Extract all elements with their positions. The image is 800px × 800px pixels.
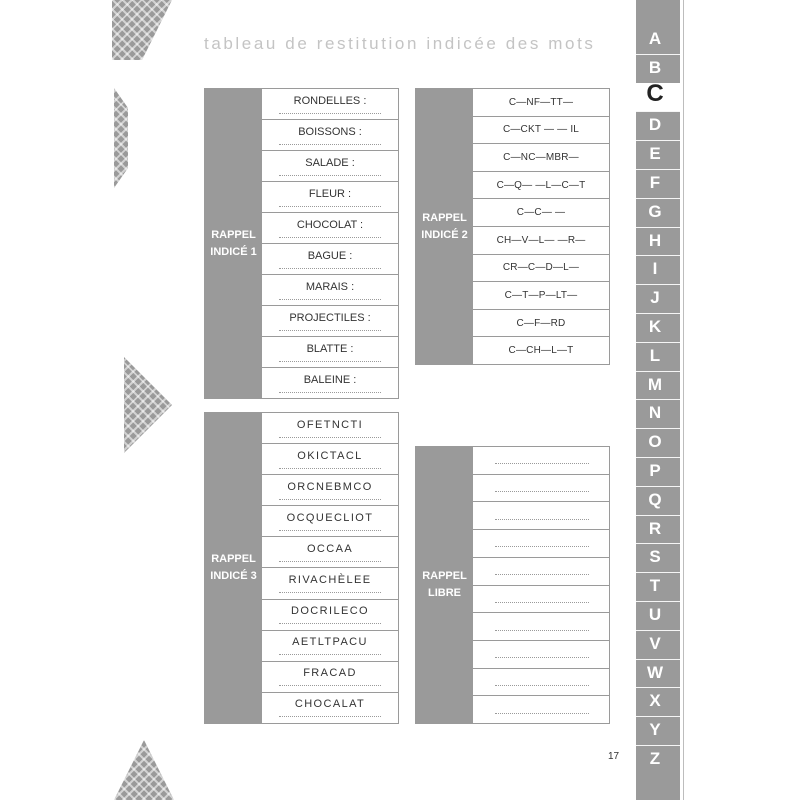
answer-line[interactable] xyxy=(495,629,589,631)
index-letter[interactable]: W xyxy=(646,662,664,682)
cue-word: C—C— — xyxy=(516,207,566,219)
table-row xyxy=(473,144,609,172)
cue-word: OCCAA xyxy=(306,542,354,555)
table-row xyxy=(473,227,609,255)
cue-word: OCQUECLIOT xyxy=(286,511,374,524)
table-row xyxy=(262,537,398,568)
decorative-pattern xyxy=(112,0,172,60)
rappel-indice-3-label xyxy=(205,413,262,723)
table-row xyxy=(473,310,609,338)
index-letter[interactable]: N xyxy=(648,403,662,423)
cue-word: C—CH—L—T xyxy=(508,345,574,357)
cue-word: C—Q— —L—C—T xyxy=(496,179,586,191)
rappel-libre-label xyxy=(416,447,473,723)
label-line: RAPPEL xyxy=(211,553,256,565)
index-letter[interactable]: X xyxy=(649,691,661,711)
decorative-pattern xyxy=(114,740,174,800)
table-row xyxy=(473,117,609,145)
table-row xyxy=(473,696,609,723)
cue-word: C—T—P—LT— xyxy=(504,289,578,301)
decorative-pattern xyxy=(114,88,128,188)
index-letter[interactable]: P xyxy=(649,461,661,480)
table-row xyxy=(262,662,398,693)
index-letter[interactable]: V xyxy=(649,633,661,653)
index-separator xyxy=(636,572,680,573)
answer-line[interactable] xyxy=(279,622,381,624)
index-letter[interactable]: A xyxy=(648,29,662,48)
index-letter[interactable]: M xyxy=(647,374,663,394)
table-row xyxy=(473,613,609,641)
table-row xyxy=(262,89,398,120)
index-separator xyxy=(636,630,680,631)
table-row xyxy=(262,600,398,631)
table-row xyxy=(473,199,609,227)
index-letter[interactable]: B xyxy=(648,57,662,77)
table-row xyxy=(262,693,398,723)
cue-word: C—NC—MBR— xyxy=(503,151,579,163)
table-row xyxy=(473,641,609,669)
label-line: RAPPEL xyxy=(422,570,467,582)
index-separator xyxy=(636,371,680,372)
decorative-pattern xyxy=(124,357,172,453)
answer-line[interactable] xyxy=(495,545,589,547)
rappel-indice-3-table xyxy=(204,412,399,724)
table-row xyxy=(473,502,609,530)
cue-word: RONDELLES : xyxy=(293,94,367,107)
index-separator xyxy=(636,457,680,458)
cue-word: C—F—RD xyxy=(516,317,566,329)
rappel-libre-table xyxy=(415,446,610,724)
index-letter[interactable]: F xyxy=(649,173,661,192)
rappel-indice-1-rows xyxy=(262,89,398,398)
table-row xyxy=(473,255,609,283)
index-letter[interactable]: Y xyxy=(649,720,661,740)
index-separator xyxy=(636,111,680,112)
table-row xyxy=(473,530,609,558)
answer-line[interactable] xyxy=(279,498,381,500)
index-separator xyxy=(636,284,680,285)
cue-word: FLEUR : xyxy=(308,187,352,200)
answer-line[interactable] xyxy=(279,360,381,362)
answer-line[interactable] xyxy=(495,656,589,658)
table-row xyxy=(262,475,398,506)
rappel-indice-2-table xyxy=(415,88,610,365)
table-row xyxy=(262,568,398,599)
index-separator xyxy=(636,198,680,199)
cue-word: PROJECTILES : xyxy=(289,311,371,324)
label-line: RAPPEL xyxy=(422,211,467,224)
index-separator xyxy=(636,169,680,170)
cue-word: RIVACHÈLEE xyxy=(288,574,372,587)
answer-line[interactable] xyxy=(279,112,381,114)
answer-line[interactable] xyxy=(279,267,381,269)
index-separator xyxy=(636,515,680,516)
cue-word: BOISSONS : xyxy=(298,125,362,138)
index-separator xyxy=(636,428,680,429)
answer-line[interactable] xyxy=(279,436,381,438)
cue-word: AETLTPACU xyxy=(292,636,368,649)
table-row xyxy=(262,151,398,182)
answer-line[interactable] xyxy=(495,573,589,575)
answer-line[interactable] xyxy=(279,560,381,562)
cue-word: C—CKT — — IL xyxy=(502,124,580,136)
answer-line[interactable] xyxy=(279,236,381,238)
index-letter[interactable]: S xyxy=(649,547,661,567)
cue-word: BAGUE : xyxy=(307,249,353,262)
answer-line[interactable] xyxy=(279,174,381,176)
table-row xyxy=(262,444,398,475)
rappel-indice-1-table xyxy=(204,88,399,399)
label-line: INDICÉ 3 xyxy=(210,570,257,582)
table-row xyxy=(473,337,609,364)
index-separator xyxy=(636,399,680,400)
answer-line[interactable] xyxy=(279,715,381,717)
cue-word: CHOCALAT xyxy=(294,698,366,711)
label-line: INDICÉ 1 xyxy=(210,245,257,258)
answer-line[interactable] xyxy=(279,529,381,531)
table-row xyxy=(262,306,398,337)
answer-line[interactable] xyxy=(279,653,381,655)
index-letter[interactable]: U xyxy=(648,605,662,624)
table-row xyxy=(262,275,398,306)
table-row xyxy=(473,586,609,614)
page-title: tableau de restitution indicée des mots xyxy=(204,34,596,53)
cue-word: C—NF—TT— xyxy=(508,96,574,108)
table-row xyxy=(262,413,398,444)
label-line: RAPPEL xyxy=(211,228,256,241)
index-letter[interactable]: D xyxy=(648,115,662,135)
table-row xyxy=(473,172,609,200)
index-letter[interactable]: Z xyxy=(649,749,661,768)
answer-line[interactable] xyxy=(279,684,381,686)
answer-line[interactable] xyxy=(495,490,589,492)
index-letter-active[interactable]: C xyxy=(646,79,664,107)
index-separator xyxy=(636,716,680,717)
table-row xyxy=(262,337,398,368)
cue-word: CHOCOLAT : xyxy=(296,218,364,231)
index-letter[interactable]: H xyxy=(648,230,662,250)
cue-word: CR—C—D—L— xyxy=(502,262,580,274)
index-separator xyxy=(636,659,680,660)
index-letter[interactable]: Q xyxy=(648,489,662,509)
index-separator xyxy=(636,227,680,228)
answer-line[interactable] xyxy=(279,591,381,593)
answer-line[interactable] xyxy=(279,143,381,145)
index-letter[interactable]: J xyxy=(650,288,660,308)
table-row xyxy=(262,506,398,537)
table-row xyxy=(262,120,398,151)
answer-line[interactable] xyxy=(495,518,589,520)
index-separator xyxy=(636,745,680,746)
page-number: 17 xyxy=(608,751,620,762)
table-row xyxy=(473,282,609,310)
answer-line[interactable] xyxy=(279,467,381,469)
rappel-indice-1-label xyxy=(205,89,262,398)
index-letter[interactable]: I xyxy=(652,259,658,279)
index-letter[interactable]: K xyxy=(648,317,662,336)
margin-rule xyxy=(683,0,684,800)
table-row xyxy=(473,89,609,117)
table-row xyxy=(262,368,398,398)
cue-word: SALADE : xyxy=(305,156,355,169)
answer-line[interactable] xyxy=(279,205,381,207)
index-separator xyxy=(636,255,680,256)
index-separator xyxy=(636,54,680,55)
label-line: INDICÉ 2 xyxy=(421,228,468,241)
answer-line[interactable] xyxy=(495,712,589,714)
table-row xyxy=(262,213,398,244)
table-row xyxy=(262,182,398,213)
rappel-indice-3-rows xyxy=(262,413,398,723)
cue-word: CH—V—L— —R— xyxy=(496,234,586,246)
cue-word: FRACAD xyxy=(303,667,357,680)
answer-line[interactable] xyxy=(495,601,589,603)
label-line: LIBRE xyxy=(428,587,461,599)
cue-word: BALEINE : xyxy=(303,373,357,386)
cue-word: OFETNCTI xyxy=(296,418,364,431)
index-letter[interactable]: L xyxy=(649,345,661,365)
index-separator xyxy=(636,313,680,314)
cue-word: MARAIS : xyxy=(305,280,355,293)
index-letter[interactable]: G xyxy=(648,201,662,221)
index-separator xyxy=(636,687,680,688)
rappel-indice-2-rows xyxy=(473,89,609,364)
table-row xyxy=(262,631,398,662)
index-separator xyxy=(636,543,680,544)
index-separator xyxy=(636,486,680,487)
answer-line[interactable] xyxy=(279,391,381,393)
answer-line[interactable] xyxy=(279,298,381,300)
index-separator xyxy=(636,140,680,141)
cue-word: BLATTE : xyxy=(306,342,354,355)
index-separator xyxy=(636,342,680,343)
rappel-libre-rows xyxy=(473,447,609,723)
cue-word: DOCRILECO xyxy=(291,605,369,618)
alphabet-index xyxy=(636,0,680,800)
index-letter[interactable]: E xyxy=(649,144,661,164)
index-separator xyxy=(636,601,680,602)
cue-word: ORCNEBMCO xyxy=(287,480,373,493)
table-row xyxy=(473,669,609,697)
table-row xyxy=(473,475,609,503)
index-letter[interactable]: T xyxy=(649,576,661,596)
table-row xyxy=(473,558,609,586)
answer-line[interactable] xyxy=(279,329,381,331)
rappel-indice-2-label xyxy=(416,89,473,364)
table-row xyxy=(473,447,609,475)
answer-line[interactable] xyxy=(495,684,589,686)
index-letter[interactable]: O xyxy=(648,432,662,452)
index-letter[interactable]: R xyxy=(648,518,662,538)
answer-line[interactable] xyxy=(495,462,589,464)
table-row xyxy=(262,244,398,275)
cue-word: OKICTACL xyxy=(297,449,363,462)
